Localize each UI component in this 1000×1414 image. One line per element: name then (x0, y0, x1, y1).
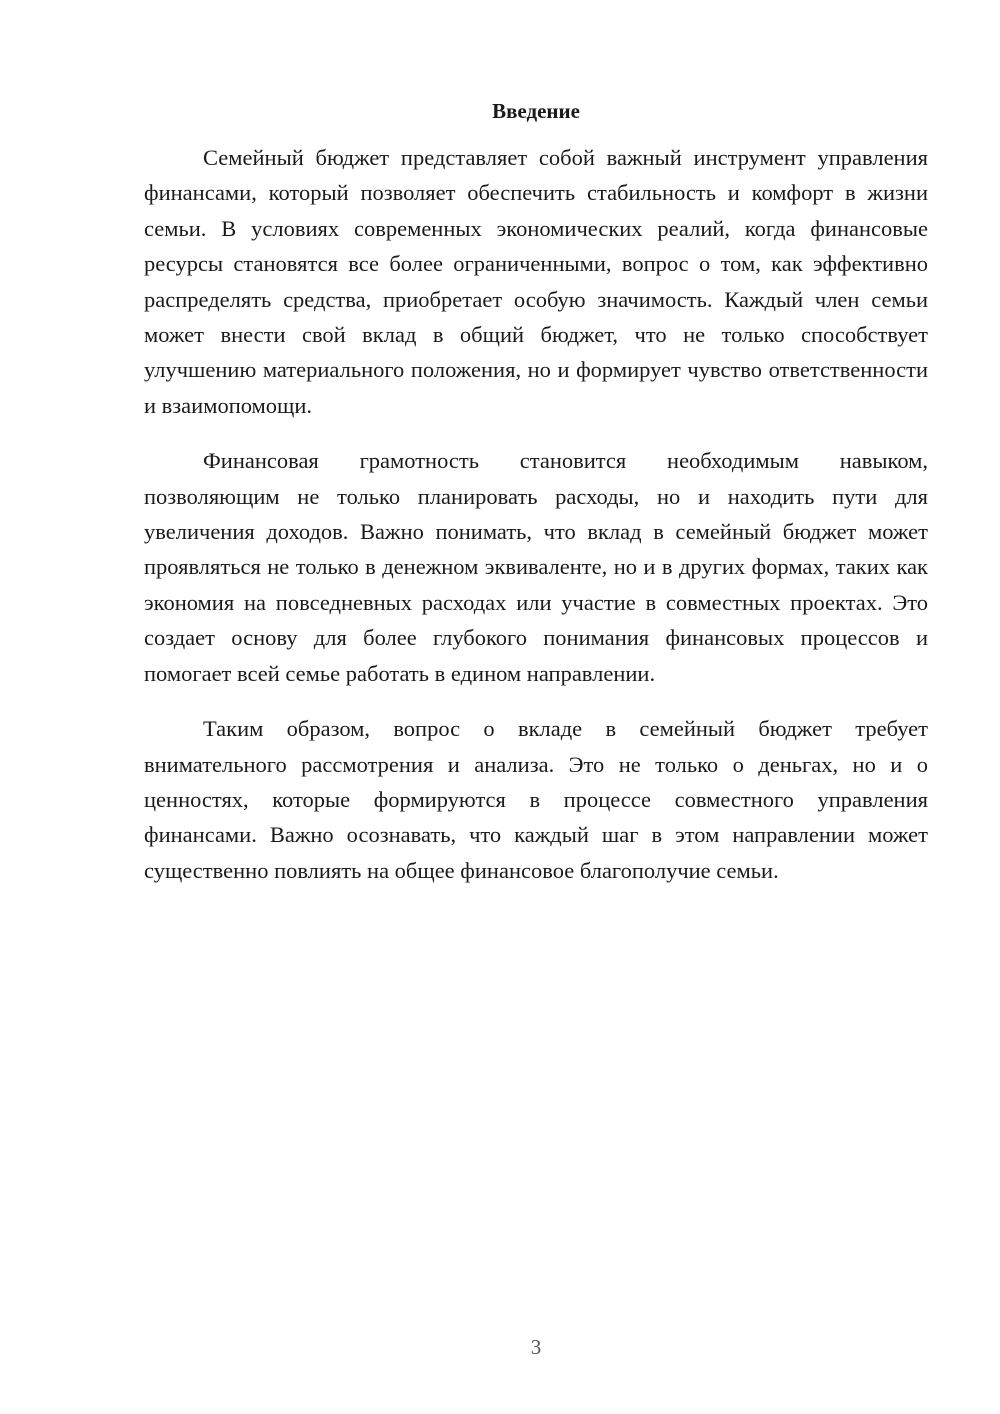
paragraph-1: Семейный бюджет представляет собой важный инструмент управления финансами, который позволяет обеспечить стабильность и комфорт в жизни семьи. В условиях современных экономических реалий, когда финансовые ресурсы становятся все более ограниченными, вопрос о том, как эффективно распределять средства, приобретает особую значимость. Каждый член семьи может внести свой вклад в общий бюджет, что не только способствует улучшению материального положения, но и формирует чувство ответственности и взаимопомощи. (144, 145, 928, 418)
paragraph-2: Финансовая грамотность становится необходимым навыком, позволяющим не только планировать расходы, но и находить пути для увеличения доходов. Важно понимать, что вклад в семейный бюджет может проявляться не только в денежном эквиваленте, но и в других формах, таких как экономия на повседневных расходах или участие в совместных проектах. Это создает основу для более глубокого понимания финансовых процессов и помогает всей семье работать в едином направлении. (144, 448, 928, 686)
page-number: 3 (530, 1335, 542, 1359)
paragraph-3: Таким образом, вопрос о вкладе в семейный бюджет требует внимательного рассмотрения и анализа. Это не только о деньгах, но и о ценностях, которые формируются в процессе совместного управления финансами. Важно осознавать, что каждый шаг в этом направлении может существенно повлиять на общее финансовое благополучие семьи. (144, 716, 928, 883)
body-text (144, 140, 928, 908)
section-heading: Введение (492, 99, 580, 123)
